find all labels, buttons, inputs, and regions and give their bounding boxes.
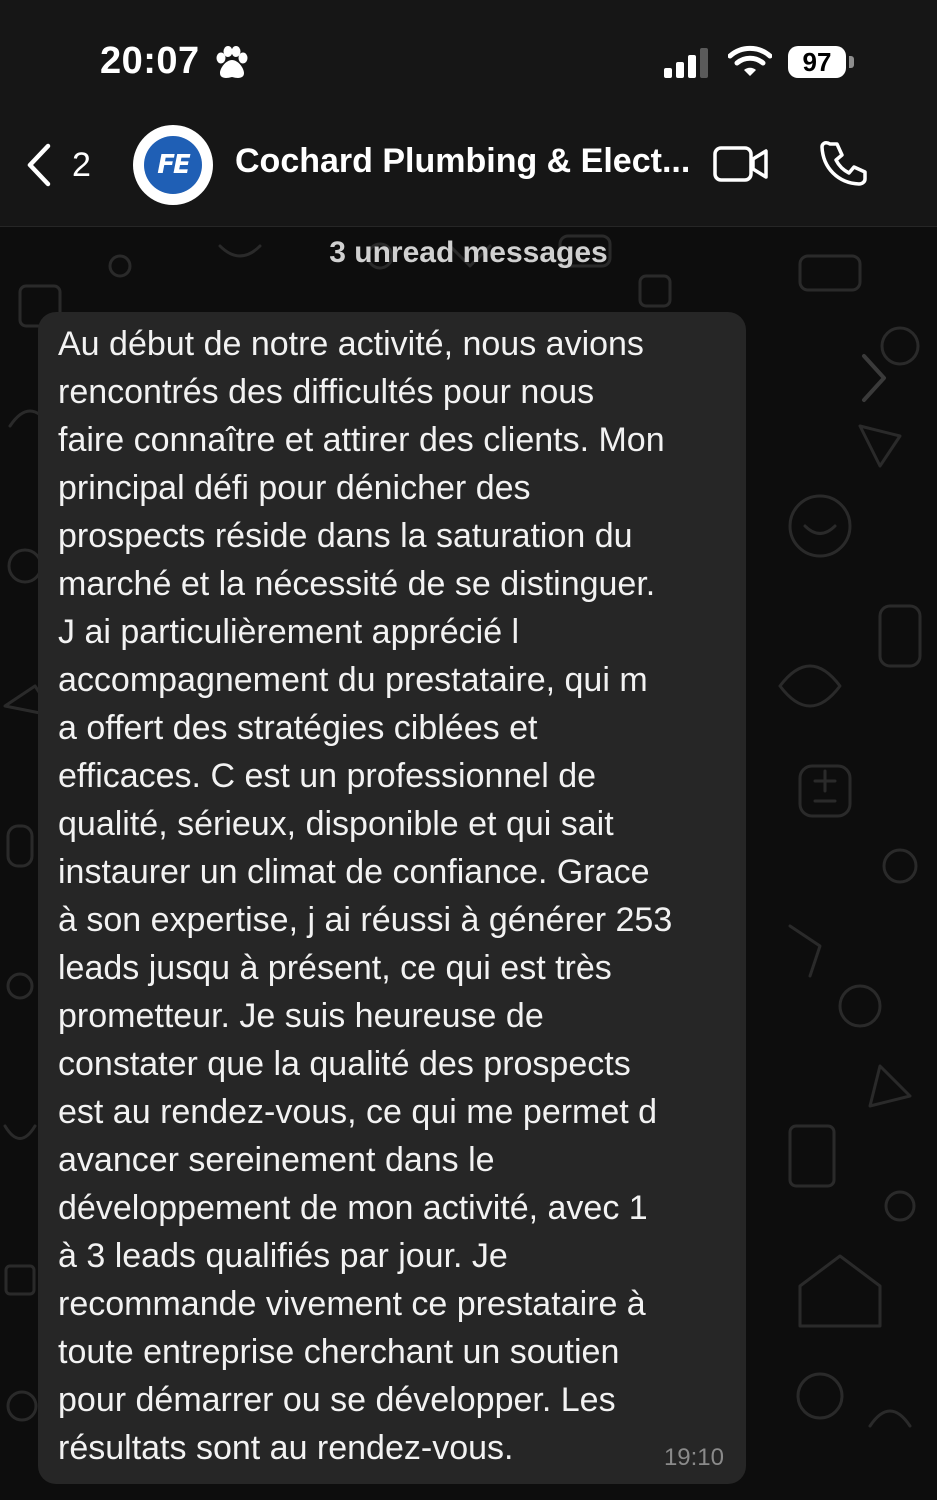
message-line: à son expertise, j ai réussi à générer 253	[58, 901, 673, 939]
message-text	[58, 320, 748, 1472]
message-line: Au début de notre activité, nous avions	[58, 325, 644, 363]
message-line: développement de mon activité, avec 1	[58, 1189, 648, 1227]
message-line: prospects réside dans la saturation du	[58, 517, 633, 555]
message-line: J ai particulièrement apprécié l	[58, 613, 520, 651]
avatar-logo: FE	[144, 136, 202, 194]
unread-messages-banner: 3 unread messages	[329, 236, 608, 269]
battery-tip	[849, 56, 854, 68]
chat-header	[0, 120, 937, 227]
status-bar	[0, 0, 937, 120]
signal-icon	[664, 48, 712, 78]
unread-chats-count: 2	[72, 145, 91, 184]
message-line: faire connaître et attirer des clients. Mon	[58, 421, 665, 459]
contact-name[interactable]: Cochard Plumbing & Elect...	[235, 142, 691, 180]
chevron-left-icon	[24, 142, 54, 188]
message-timestamp: 19:10	[663, 1444, 724, 1471]
message-line: toute entreprise cherchant un soutien	[58, 1333, 620, 1371]
message-line: est au rendez-vous, ce qui me permet d	[58, 1093, 658, 1131]
battery-indicator: 97	[788, 46, 846, 78]
message-bubble[interactable]	[38, 312, 746, 1484]
back-button[interactable]	[24, 140, 114, 190]
message-line: accompagnement du prestataire, qui m	[58, 661, 648, 699]
phone-call-icon[interactable]	[820, 140, 868, 188]
message-line: marché et la nécessité de se distinguer.	[58, 565, 656, 603]
message-line: pour démarrer ou se développer. Les	[58, 1381, 616, 1419]
message-line: à 3 leads qualifiés par jour. Je	[58, 1237, 508, 1275]
message-line: principal défi pour dénicher des	[58, 469, 531, 507]
status-time: 20:07	[100, 40, 200, 82]
paw-icon	[214, 46, 250, 80]
message-line: prometteur. Je suis heureuse de	[58, 997, 544, 1035]
message-line: leads jusqu à présent, ce qui est très	[58, 949, 612, 987]
message-line: recommande vivement ce prestataire à	[58, 1285, 646, 1323]
message-line: rencontrés des difficultés pour nous	[58, 373, 595, 411]
message-line: constater que la qualité des prospects	[58, 1045, 631, 1083]
video-call-icon[interactable]	[712, 144, 770, 184]
contact-avatar[interactable]	[133, 125, 213, 205]
message-line: avancer sereinement dans le	[58, 1141, 495, 1179]
forward-chevron-icon[interactable]	[856, 350, 892, 406]
wifi-icon	[728, 44, 772, 78]
message-line: a offert des stratégies ciblées et	[58, 709, 538, 747]
message-line: résultats sont au rendez-vous.	[58, 1429, 514, 1467]
message-line: efficaces. C est un professionnel de	[58, 757, 597, 795]
message-line: instaurer un climat de confiance. Grace	[58, 853, 650, 891]
message-line: qualité, sérieux, disponible et qui sait	[58, 805, 614, 843]
